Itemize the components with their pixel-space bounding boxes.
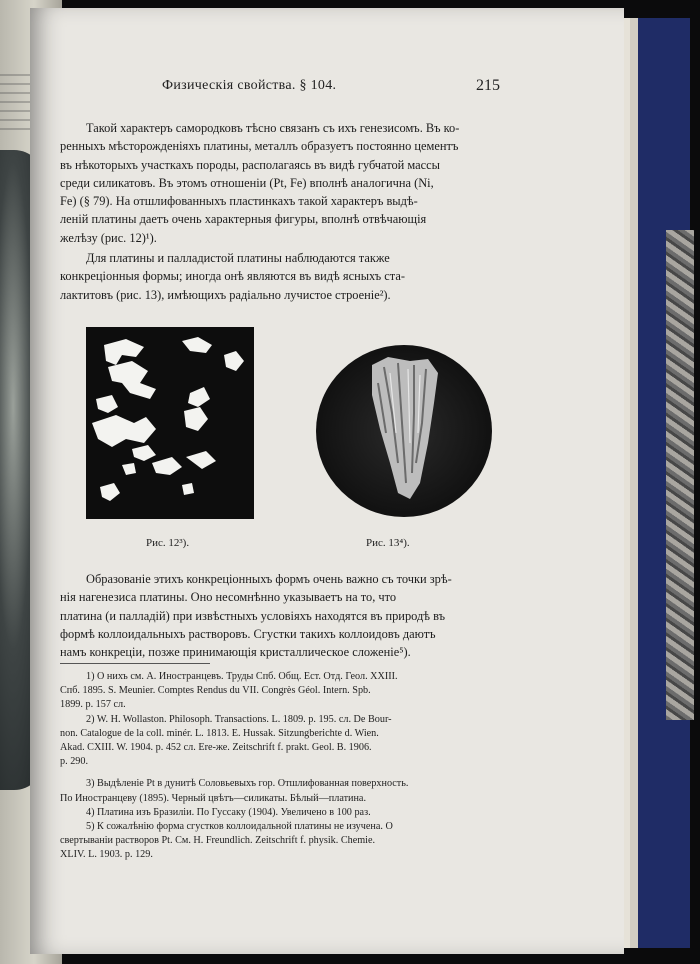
footnote-line: 2) W. H. Wollaston. Philosoph. Transactions. L. 1809. p. 195. сл. De Bour- — [86, 713, 392, 725]
paragraph-line: формѣ коллоидальныхъ растворовъ. Сгустки такихъ коллоидовъ даютъ — [60, 626, 436, 641]
footnote-line: 1899. p. 157 сл. — [60, 699, 126, 711]
footnote-line: XLIV. L. 1903. p. 129. — [60, 849, 153, 861]
page-number: 215 — [476, 77, 500, 94]
paragraph-line: въ нѣкоторыхъ участкахъ породы, располагаясь въ видѣ губчатой массы — [60, 157, 440, 172]
paragraph-line: Образованіе этихъ конкреціонныхъ формъ очень важно съ точки зрѣ- — [86, 572, 452, 586]
marbled-endpaper — [666, 230, 694, 720]
footnote-line: 4) Платина изъ Бразиліи. По Гуссаку (1904). Увеличено в 100 раз. — [86, 806, 371, 818]
paragraph-line: лактитовъ (рис. 13), имѣющихъ радіально лучистое строеніе²). — [60, 287, 391, 302]
figure-13-image — [314, 343, 494, 519]
footnote-line: По Иностранцеву (1895). Черный цвѣтъ—силикаты. Бѣлый—платина. — [60, 792, 367, 804]
stalactite-microphotograph — [314, 343, 494, 519]
paragraph-line: среди силикатовъ. Въ этомъ отношеніи (Pt, Fe) вполнѣ аналогична (Ni, — [60, 175, 434, 190]
footnotes — [60, 670, 505, 863]
footnote-divider — [60, 663, 210, 664]
paragraph-line: конкреціонныя формы; иногда онѣ являются въ видѣ ясныхъ ста- — [60, 269, 405, 284]
paragraph-3 — [60, 570, 500, 661]
paragraph-line: платина (и палладій) при извѣстныхъ условіяхъ находятся въ природѣ въ — [60, 608, 446, 623]
platinum-segregation-figure — [86, 327, 254, 519]
footnote-line: 3) Выдѣленіе Pt в дунитѣ Соловьевыхъ гор. Отшлифованная поверхность. — [86, 778, 409, 790]
paragraph-line: леній платины даетъ очень характерныя фигуры, вполнѣ отвѣчающія — [60, 212, 427, 227]
footnote-line: 5) К сожалѣнію форма сгустков коллоидальной платины не изучена. О — [86, 821, 393, 833]
paragraph-line: Fe) (§ 79). На отшлифованныхъ пластинкахъ такой характеръ выдѣ- — [60, 194, 418, 209]
running-header — [162, 78, 500, 100]
footnote-line: p. 290. — [60, 756, 89, 768]
paragraph-line: Такой характеръ самородковъ тѣсно связанъ съ ихъ генезисомъ. Въ ко- — [86, 121, 460, 135]
figure-13-caption: Рис. 13⁴). — [366, 537, 410, 549]
figure-12-image — [86, 327, 254, 519]
footnote-line: Akad. CXIII. W. 1904. p. 452 сл. Ere-же. Zeitschrift f. prakt. Geol. B. 1906. — [60, 742, 372, 754]
paragraph-line: нія нагенезиса платины. Оно несомнѣнно указываетъ на то, что — [60, 590, 397, 605]
paragraph-line: ренныхъ мѣсторожденіяхъ платины, металлъ образуетъ постоянно цементъ — [60, 139, 459, 154]
footnote-line: non. Catalogue de la coll. minér. L. 1813. E. Hussak. Sitzungberichte d. Wien. — [60, 727, 379, 739]
paragraph-2 — [60, 249, 500, 304]
footnote-line: 1) О нихъ см. А. Иностранцевъ. Труды Спб. Общ. Ест. Отд. Геол. XXIII. — [86, 671, 398, 682]
header-title: Физическія свойства. § 104. — [162, 78, 337, 93]
paragraph-line: намъ конкреціи, позже принимающія кристаллическое сложеніе⁵). — [60, 645, 411, 660]
footnote-line: свертываніи растворов Pt. См. H. Freundlich. Zeitschrift f. physik. Chemie. — [60, 835, 376, 847]
paragraph-1 — [60, 119, 500, 247]
figure-12-caption: Рис. 12³). — [146, 537, 190, 549]
paragraph-line: Для платины и палладистой платины наблюдаются также — [86, 251, 390, 265]
footnote-line: Спб. 1895. S. Meunier. Comptes Rendus du VII. Congrès Géol. Intern. Spb. — [60, 685, 371, 697]
paragraph-line: желѣзу (рис. 12)¹). — [60, 230, 157, 245]
